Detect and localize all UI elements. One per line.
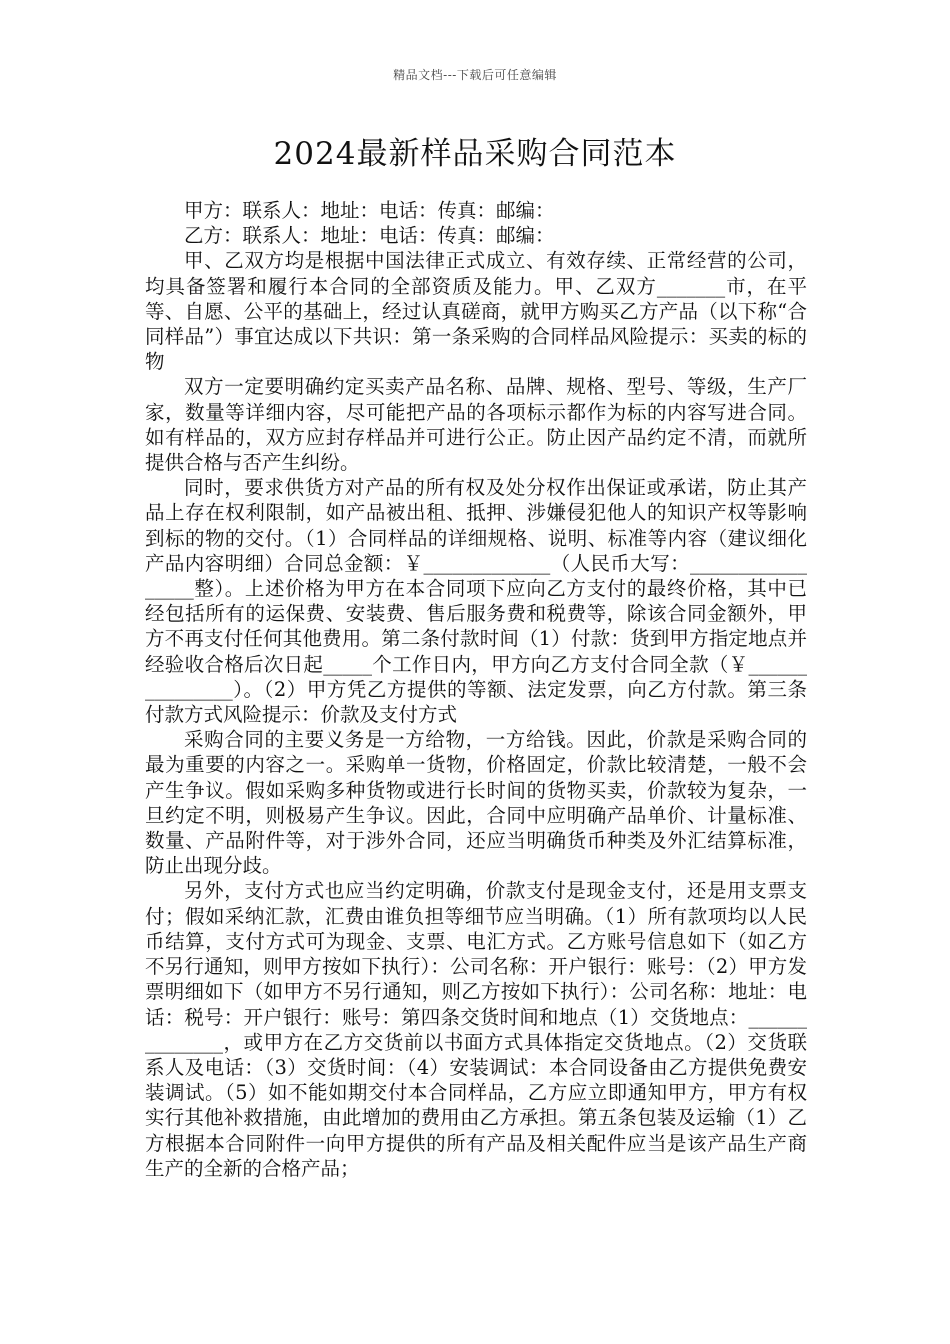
header-note: 精品文档---下载后可任意编辑 — [393, 68, 557, 82]
paragraph-party-b: 乙方：联系人：地址：电话：传真：邮编： — [184, 224, 555, 248]
paragraph-preamble: 甲、乙双方均是根据中国法律正式成立、有效存续、正常经营的公司，均具备签署和履行本合同的全部资质及能力。甲、乙双方_______市，在平等、自愿、公平的基础上，经过认真磋商，就甲方购买乙方产品（以下称“合同样品”）事宜达成以下共识：第一条采购的合同样品风险提示：买卖的标的物 — [145, 249, 807, 374]
paragraph-payment-method-and-delivery: 另外，支付方式也应当约定明确，价款支付是现金支付，还是用支票支付；假如采纳汇款，汇费由谁负担等细节应当明确。（1）所有款项均以人民币结算，支付方式可为现金、支票、电汇方式。乙方账号信息如下（如乙方不另行通知，则甲方按如下执行）：公司名称：开户银行：账号：（2）甲方发票明细如下（如甲方不另行通知，则乙方按如下执行）：公司名称：地址：电话：税号：开户银行：账号：第四条交货时间和地点（1）交货地点：______________，或甲方在乙方交货前以书面方式具体指定交货地点。（2）交货联系人及电话：（3）交货时间：（4）安装调试：本合同设备由乙方提供免费安装调试。（5）如不能如期交付本合同样品，乙方应立即通知甲方，甲方有权实行其他补救措施，由此增加的费用由乙方承担。第五条包装及运输（1）乙方根据本合同附件一向甲方提供的所有产品及相关配件应当是该产品生产商生产的全新的合格产品； — [145, 879, 807, 1180]
paragraph-subject-matter: 双方一定要明确约定买卖产品名称、品牌、规格、型号、等级，生产厂家，数量等详细内容，尽可能把产品的各项标示都作为标的内容写进合同。如有样品的，双方应封存样品并可进行公正。防止因产品约定不清，而就所提供合格与否产生纠纷。 — [145, 375, 807, 475]
paragraph-ownership-and-payment: 同时，要求供货方对产品的所有权及处分权作出保证或承诺，防止其产品上存在权利限制，如产品被出租、抵押、涉嫌侵犯他人的知识产权等影响到标的物的交付。（1）合同样品的详细规格、说明、标准等内容（建议细化产品内容明细）合同总金额：￥_____________（人民币大写：_________________整）。上述价格为甲方在本合同项下应向乙方支付的最终价格，其中已经包括所有的运保费、安装费、售后服务费和税费等，除该合同金额外，甲方不再支付任何其他费用。第二条付款时间（1）付款：货到甲方指定地点并经验收合格后次日起_____个工作日内，甲方向乙方支付合同全款（￥_______________）。（2）甲方凭乙方提供的等额、法定发票，向乙方付款。第三条付款方式风险提示：价款及支付方式 — [145, 476, 807, 727]
paragraph-party-a: 甲方：联系人：地址：电话：传真：邮编： — [184, 199, 555, 222]
document-title: 2024最新样品采购合同范本 — [273, 136, 677, 172]
paragraph-price: 采购合同的主要义务是一方给物，一方给钱。因此，价款是采购合同的最为重要的内容之一。采购单一货物，价格固定，价款比较清楚，一般不会产生争议。假如采购多种货物或进行长时间的货物买卖，价款较为复杂，一旦约定不明，则极易产生争议。因此，合同中应明确产品单价、计量标准、数量、产品附件等，对于涉外合同，还应当明确货币种类及外汇结算标准，防止出现分歧。 — [145, 728, 807, 878]
document-body — [145, 198, 807, 1181]
